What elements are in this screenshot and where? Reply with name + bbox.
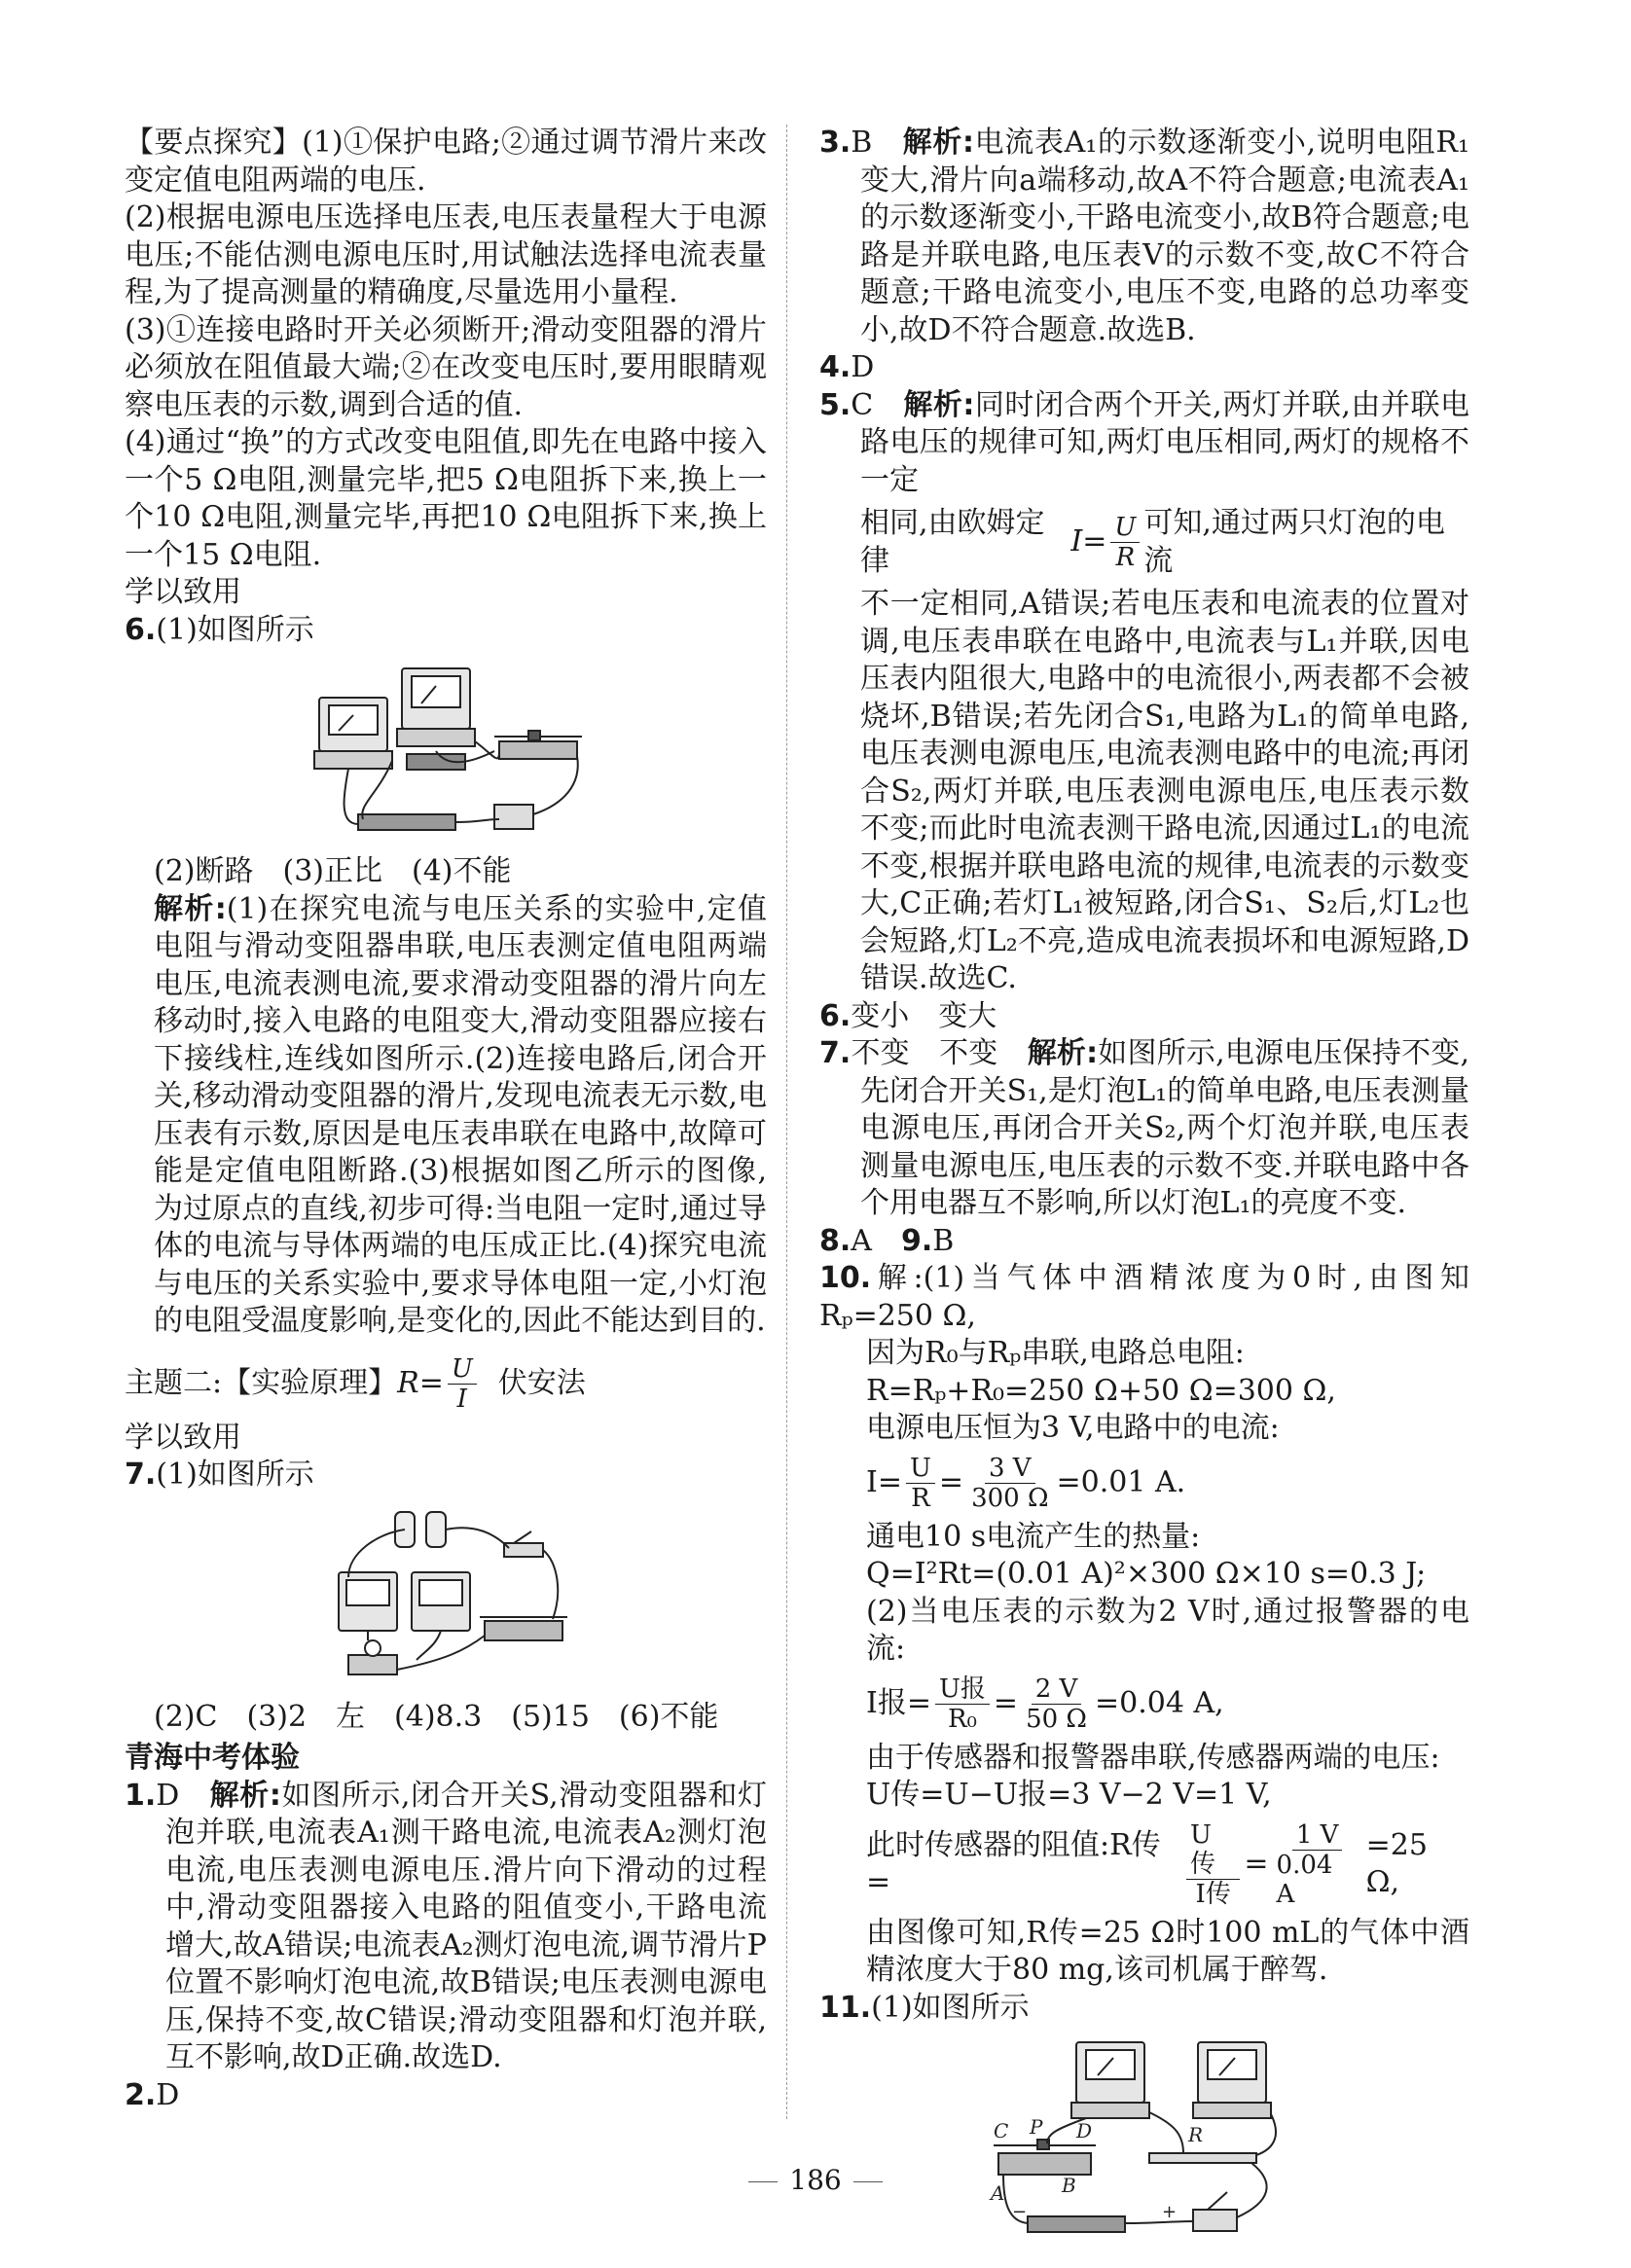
section-xueyizhiyong-1: 学以致用 — [125, 575, 241, 609]
q10-line-2: 因为R₀与Rₚ串联,电路总电阻: — [866, 1336, 1245, 1370]
left-column — [125, 125, 767, 2114]
q10-line-9: U传=U−U报=3 V−2 V=1 V, — [866, 1778, 1272, 1812]
q7-part1: (1)如图所示 — [156, 1458, 314, 1492]
q7-circuit-figure — [319, 1504, 572, 1689]
column-divider — [786, 125, 787, 2119]
q10-number: 10. — [819, 1261, 872, 1295]
label-r: R — [1188, 2123, 1204, 2146]
q6-analysis-label: 解析: — [154, 891, 227, 926]
q10-f1-frac2 — [967, 1454, 1052, 1513]
q6r-answer: 变小 变大 — [851, 998, 997, 1033]
q10-f3-den2: 0.04 A — [1276, 1850, 1333, 1909]
q3-answer: B — [851, 126, 873, 160]
q10-formula-3 — [819, 1820, 1469, 1909]
q9-number: 9. — [900, 1223, 933, 1258]
theme2-eq: = — [418, 1365, 444, 1400]
q10-f3-rhs: =25 Ω, — [1365, 1827, 1428, 1899]
q5-eq: = — [1082, 524, 1107, 559]
q5-answer: C — [851, 387, 874, 422]
q6-part1: (1)如图所示 — [156, 612, 314, 647]
q5-i: I — [1070, 524, 1083, 559]
q5-label: 解析: — [903, 387, 975, 422]
q3-label: 解析: — [902, 126, 974, 160]
label-p: P — [1030, 2115, 1043, 2139]
qinghai-title: 青海中考体验 — [125, 1741, 300, 1775]
label-b: B — [1062, 2174, 1076, 2197]
q2-line — [125, 2077, 767, 2115]
page-number: 186 — [0, 2164, 1631, 2196]
q10-f1-den1: R — [911, 1483, 930, 1513]
q10-f2-den2: 50 Ω — [1026, 1704, 1087, 1734]
q10-f2-num2: 2 V — [1032, 1674, 1082, 1705]
theme2-line — [125, 1354, 767, 1414]
theme2-suffix: 伏安法 — [497, 1365, 586, 1400]
q10-f3-den1: I传 — [1195, 1879, 1231, 1909]
label-plus: + — [1162, 2202, 1178, 2222]
q10-f3-lhs: 此时传感器的阻值:R传= — [866, 1827, 1161, 1899]
q10-f1-num1: U — [906, 1454, 935, 1484]
q6-analysis-text: (1)在探究电流与电压关系的实验中,定值电阻与滑动变阻器串联,电压表测定值电阻两端电压,电流表测电流,要求滑动变阻器的滑片向左移动时,接入电路的电阻变大,滑动变阻器应接右下接线柱,连线如图所示.(2)连接电路后,闭合开关,移动滑动变阻器的滑片,发现电流表无示数,电压表有示数,原因是电压表串联在电路中,故障可能是定值电阻断路.(3)根据如图乙所示的图像,为过原点的直线,初步可得:当电阻一定时,通过导体的电流与导体两端的电压成正比.(4)探究电流与电压的关系实验中,要求导体电阻一定,小灯泡的电阻受温度影响,是变化的,因此不能达到目的. — [154, 891, 768, 1338]
q3-number: 3. — [819, 126, 852, 160]
q10-formula-1 — [819, 1454, 1469, 1513]
theme2-denominator: I — [456, 1384, 467, 1414]
q6-answers: (2)断路 (3)正比 (4)不能 — [154, 854, 512, 888]
q1-number: 1. — [125, 1778, 157, 1813]
section-xueyizhiyong-2: 学以致用 — [125, 1420, 241, 1455]
intro-line-4: (4)通过“换”的方式改变电阻值,即先在电路中接入一个5 Ω电阻,测量完毕,把5 Ω电阻拆下来,换上一个10 Ω电阻,测量完毕,再把10 Ω电阻拆下来,换上一个15 Ω电阻. — [125, 425, 767, 572]
q4-number: 4. — [819, 350, 852, 384]
q10-f1-rhs: =0.01 A. — [1056, 1464, 1186, 1499]
label-minus: − — [1012, 2202, 1028, 2222]
q10-f1-eq: = — [938, 1464, 964, 1499]
q10-line-1 — [819, 1260, 1469, 1335]
q10-f2-eq: = — [993, 1685, 1019, 1720]
q5-denominator: R — [1115, 543, 1136, 572]
q7-line — [125, 1457, 767, 1494]
q6-circuit-figure — [300, 659, 592, 844]
q5-line-1 — [819, 387, 1469, 500]
q6-number: 6. — [125, 612, 157, 647]
q5-number: 5. — [819, 387, 852, 422]
intro-line-3: (3)①连接电路时开关必须断开;滑动变阻器的滑片必须放在阻值最大端;②在改变电压时,要用眼睛观察电压表的示数,调到合适的值. — [125, 312, 767, 422]
q7r-answer: 不变 不变 — [851, 1036, 998, 1070]
q4-answer: D — [851, 350, 875, 384]
q6-line — [125, 612, 767, 650]
label-c: C — [994, 2119, 1009, 2142]
q10-f1-lhs: I= — [866, 1464, 902, 1499]
q11-circuit-figure — [989, 2036, 1300, 2241]
q10-line-3: R=Rₚ+R₀=250 Ω+50 Ω=300 Ω, — [866, 1373, 1336, 1408]
q5-formula-line — [819, 505, 1469, 580]
q11-line — [819, 1990, 1469, 2028]
q8-number: 8. — [819, 1223, 852, 1258]
q11-text: (1)如图所示 — [871, 1990, 1030, 2025]
q2-answer: D — [156, 2077, 180, 2112]
q10-f1-frac1 — [906, 1454, 935, 1513]
q10-line-5: 通电10 s电流产生的热量: — [866, 1519, 1201, 1554]
q1-label: 解析: — [209, 1778, 281, 1813]
q10-formula-2 — [819, 1674, 1469, 1734]
theme2-prefix: 主题二:【实验原理】 — [125, 1365, 398, 1400]
q10-f1-den2: 300 Ω — [971, 1483, 1049, 1513]
q10-f2-rhs: =0.04 A, — [1094, 1685, 1224, 1720]
q5-numerator: U — [1110, 513, 1140, 543]
q9-answer: B — [932, 1223, 955, 1258]
q89-line — [819, 1223, 1469, 1261]
q10-f3-num2: 1 V — [1292, 1820, 1343, 1851]
theme2-numerator: U — [448, 1354, 477, 1385]
q3-line — [819, 125, 1469, 349]
q5-text-2b: 可知,通过两只灯泡的电流 — [1143, 506, 1445, 578]
q10-f3-num1: U传 — [1186, 1820, 1240, 1880]
theme2-fraction — [448, 1354, 477, 1414]
q10-f2-num1: U报 — [935, 1674, 990, 1705]
q10-text-1: 解:(1)当气体中酒精浓度为0时,由图知Rₚ=250 Ω, — [819, 1261, 1469, 1333]
q6r-number: 6. — [819, 998, 852, 1033]
q5-text-2a: 相同,由欧姆定律 — [860, 506, 1045, 578]
q1-answer: D — [156, 1778, 180, 1813]
right-column — [819, 125, 1469, 2250]
q8-answer: A — [851, 1223, 872, 1258]
q6-analysis — [125, 891, 767, 1341]
q4-line — [819, 349, 1469, 387]
q11-number: 11. — [819, 1990, 872, 2025]
q3-text: 电流表A₁的示数逐渐变小,说明电阻R₁变大,滑片向a端移动,故A不符合题意;电流表A₁的示数逐渐变小,干路电流变小,故B符合题意;电路是并联电路,电压表V的示数不变,故C不符合题意;干路电流变小,电压不变,电路的总功率变小,故D不符合题意.故选B. — [860, 126, 1470, 347]
q1-text: 如图所示,闭合开关S,滑动变阻器和灯泡并联,电流表A₁测干路电流,电流表A₂测灯泡电流,电压表测电源电压.滑片向下滑动的过程中,滑动变阻器接入电路的阻值变小,干路电流增大,故A错误;电流表A₂测灯泡电流,调节滑片P位置不影响灯泡电流,故B错误;电压表测电源电压,保持不变,故C错误;滑动变阻器和灯泡并联,互不影响,故D正确.故选D. — [165, 1778, 767, 2074]
q10-line-4: 电源电压恒为3 V,电路中的电流: — [866, 1411, 1280, 1445]
q5-text-3: 不一定相同,A错误;若电压表和电流表的位置对调,电压表串联在电路中,电流表与L₁并联,因电压表内阻很大,电路中的电流很小,两表都不会被烧坏,B错误;若先闭合S₁,电路为L₁的简单电路,电压表测电源电压,电流表测电路中的电流;再闭合S₂,两灯并联,电压表测电源电压,电压表示数不变;而此时电流表测干路电流,因通过L₁的电流不变,根据并联电路电流的规律,电流表的示数变大,C正确;若灯L₁被短路,闭合S₁、S₂后,灯L₂也会短路,灯L₂不亮,造成电流表损坏和电源短路,D错误.故选C. — [860, 587, 1469, 995]
q7-number: 7. — [125, 1458, 157, 1492]
label-a: A — [991, 2181, 1005, 2205]
q10-f2-frac2 — [1022, 1674, 1091, 1734]
q10-f3-eq: = — [1244, 1846, 1269, 1881]
q5-text-1: 同时闭合两个开关,两灯并联,由并联电路电压的规律可知,两灯电压相同,两灯的规格不一定 — [860, 387, 1469, 497]
q10-line-8: 由于传感器和报警器串联,传感器两端的电压: — [866, 1740, 1440, 1775]
q7-answers: (2)C (3)2 左 (4)8.3 (5)15 (6)不能 — [154, 1699, 719, 1734]
q1-line — [125, 1778, 767, 2077]
q10-line-10: 由图像可知,R传=25 Ω时100 mL的气体中酒精浓度大于80 mg,该司机属于醉驾. — [866, 1915, 1469, 1987]
q10-f2-lhs: I报= — [866, 1685, 931, 1720]
label-d: D — [1076, 2119, 1093, 2142]
q7r-label: 解析: — [1027, 1036, 1099, 1070]
q5-fraction — [1110, 513, 1140, 572]
intro-line-1: 【要点探究】(1)①保护电路;②通过调节滑片来改变定值电阻两端的电压. — [125, 126, 767, 198]
q10-f2-frac1 — [935, 1674, 990, 1734]
q10-line-7: (2)当电压表的示数为2 V时,通过报警器的电流: — [866, 1594, 1469, 1666]
q7r-text: 如图所示,电源电压保持不变,先闭合开关S₁,是灯泡L₁的简单电路,电压表测量电源电压,再闭合开关S₂,两个灯泡并联,电压表测量电源电压,电压表的示数不变.并联电路中各个用电器互不影响,所以灯泡L₁的亮度不变. — [860, 1036, 1470, 1220]
q7r-line — [819, 1035, 1469, 1223]
q7r-number: 7. — [819, 1036, 852, 1070]
q10-f1-num2: 3 V — [985, 1454, 1035, 1484]
q10-f3-frac2 — [1273, 1820, 1362, 1909]
q10-f2-den1: R₀ — [947, 1704, 977, 1734]
q6r-line — [819, 998, 1469, 1036]
theme2-r: R — [397, 1365, 419, 1400]
q10-line-6: Q=I²Rt=(0.01 A)²×300 Ω×10 s=0.3 J; — [866, 1557, 1427, 1591]
q2-number: 2. — [125, 2077, 157, 2112]
intro-line-2: (2)根据电源电压选择电压表,电压表量程大于电源电压;不能估测电源电压时,用试触法选择电流表量程,为了提高测量的精确度,尽量选用小量程. — [125, 200, 767, 309]
q10-f3-frac1 — [1186, 1820, 1240, 1909]
